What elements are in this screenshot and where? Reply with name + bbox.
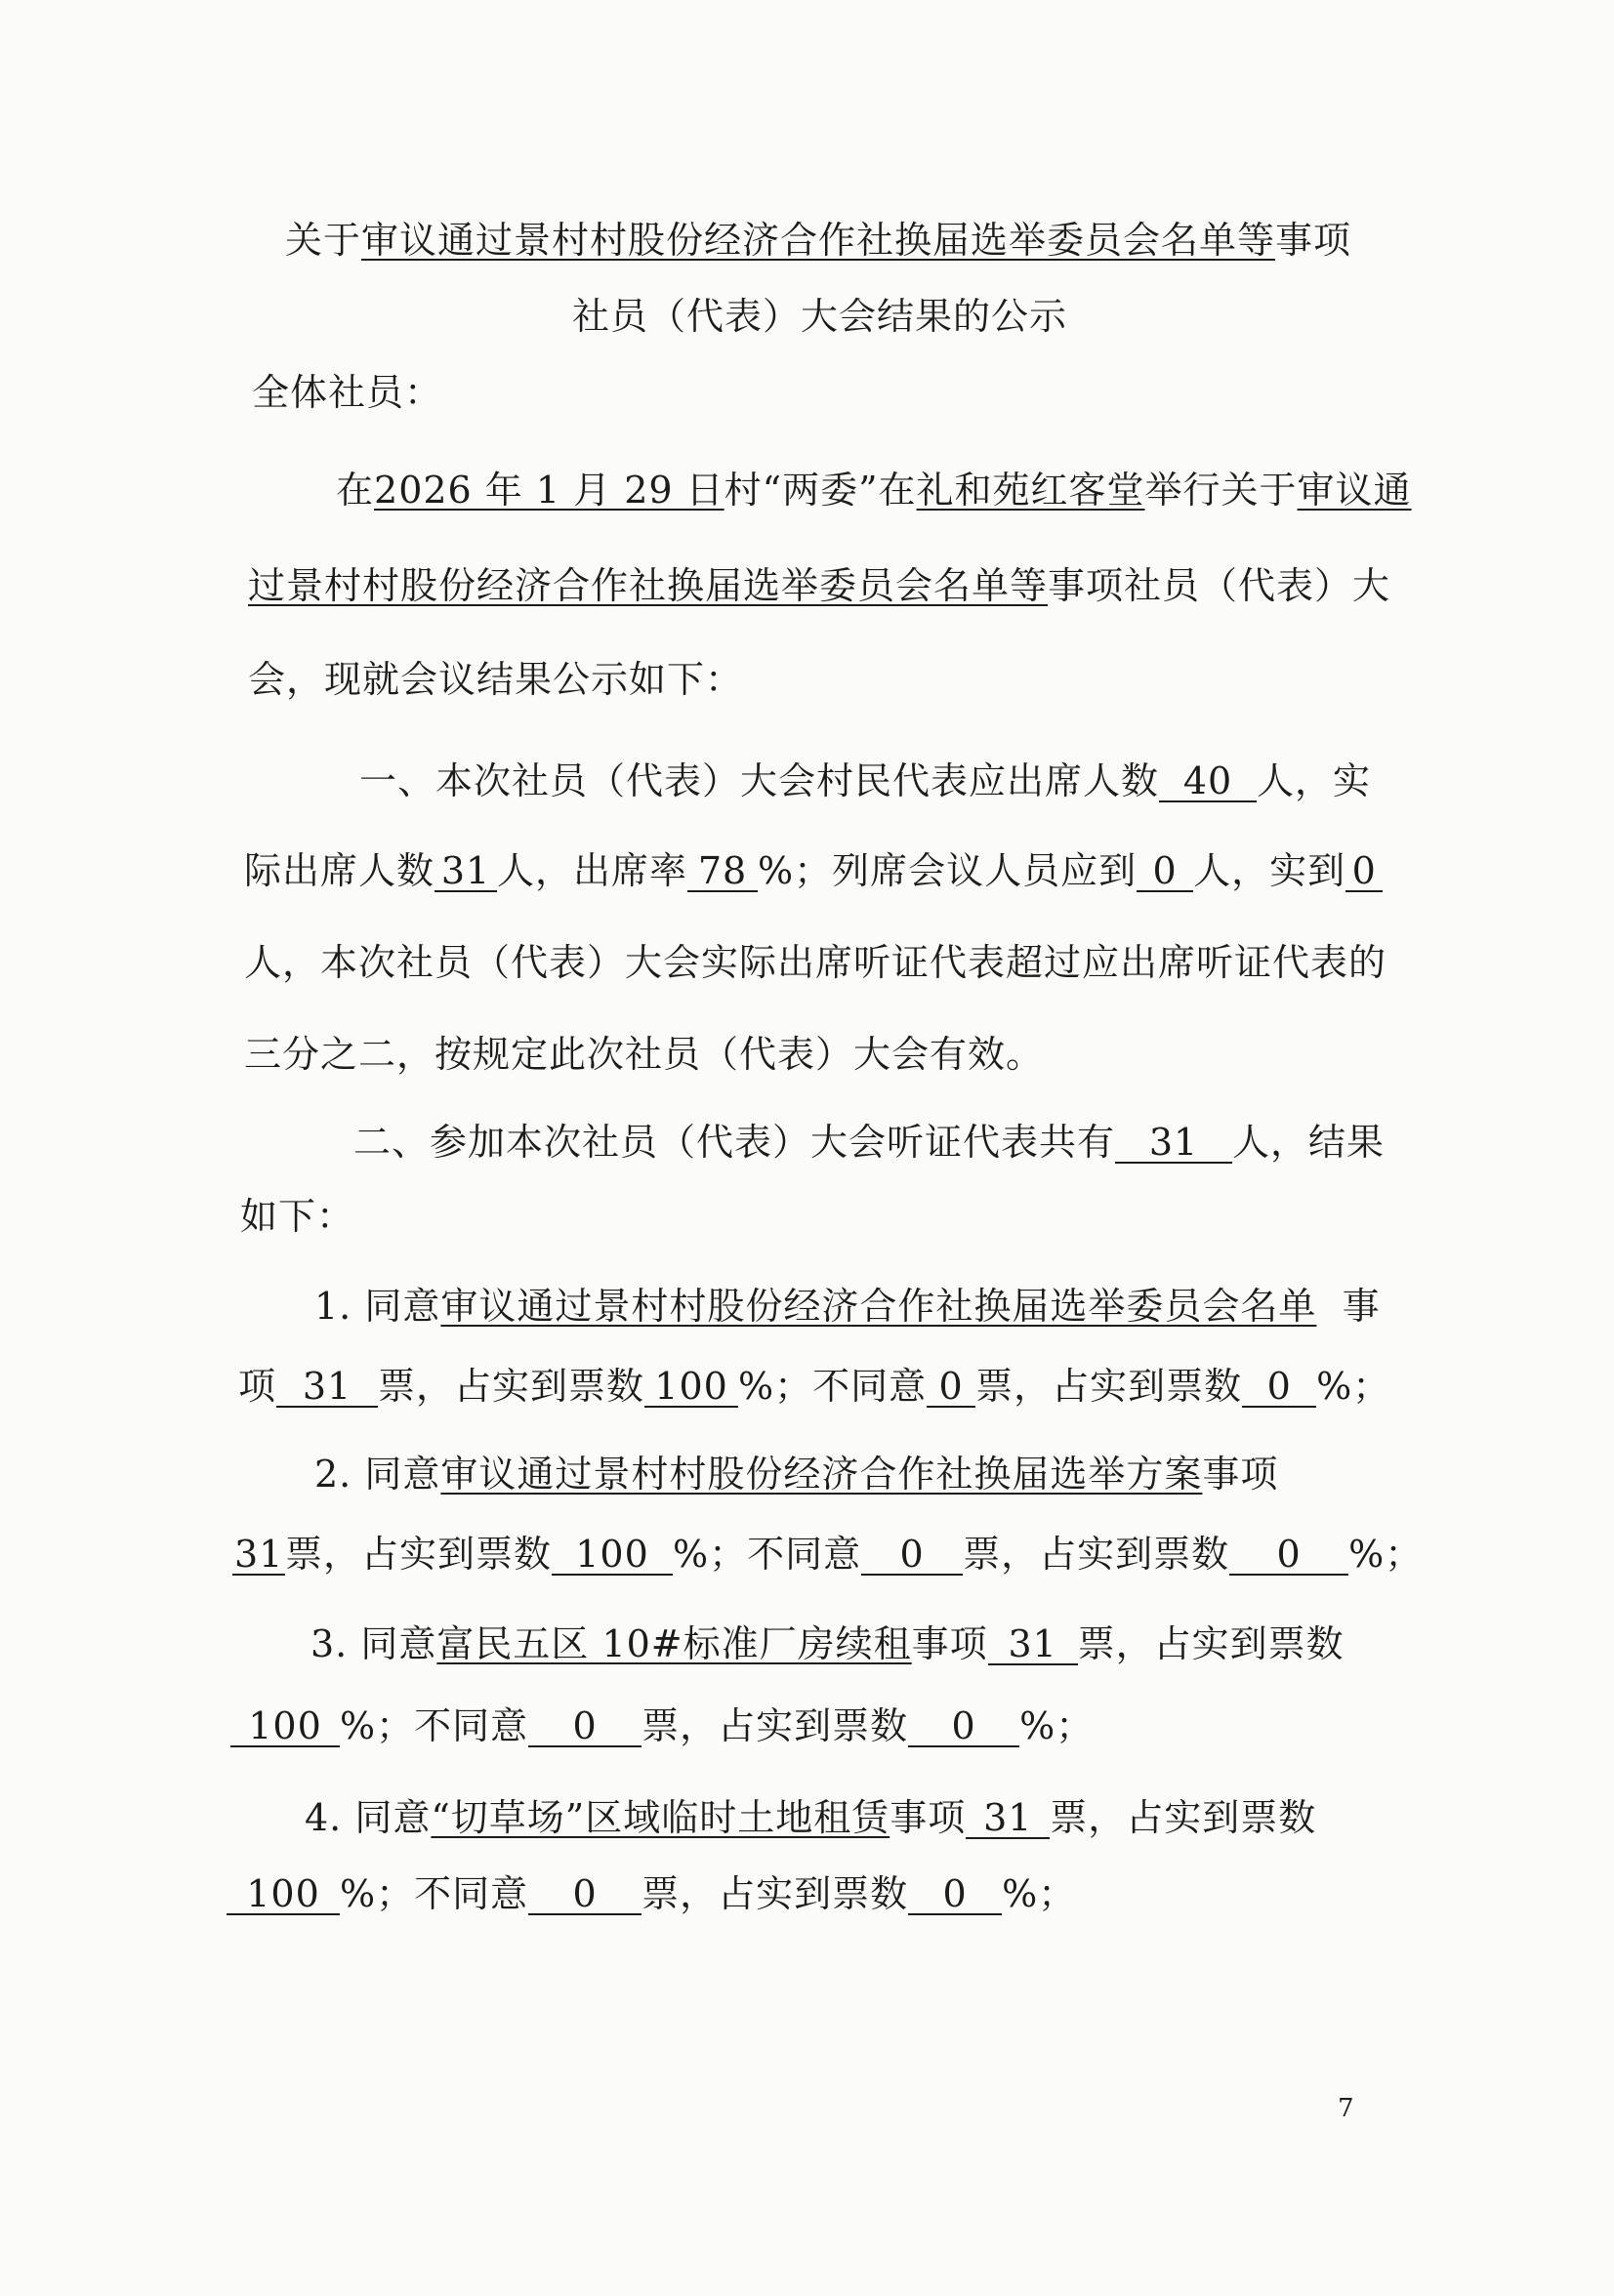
item-3-topic: 富民五区 10#标准厂房续租 — [436, 1622, 912, 1665]
item-2-agree-votes: 31 — [234, 1533, 284, 1576]
item-2-disagree-pct: 0 — [1229, 1535, 1348, 1576]
intro-line-1: 在2026 年 1 月 29 日村“两委”在礼和苑红客堂举行关于审议通 — [336, 469, 1412, 512]
section1-line-2: 际出席人数 31 人，出席率 78 %；列席会议人员应到 0 人，实到 0 — [244, 847, 1383, 894]
item-2-disagree-votes: 0 — [861, 1535, 963, 1576]
actual-attendance: 31 — [435, 851, 497, 892]
meeting-topic: 过景村村股份经济合作社换届选举委员会名单等 — [248, 564, 1049, 607]
total-hearing-delegates: 31 — [1115, 1123, 1232, 1164]
observers-actual: 0 — [1345, 851, 1383, 892]
meeting-place: 礼和苑红客堂 — [916, 469, 1145, 512]
section1-line-4: 三分之二，按规定此次社员（代表）大会有效。 — [244, 1033, 1045, 1076]
item-1-line-1: 1. 同意审议通过景村村股份经济合作社换届选举委员会名单 事 — [314, 1285, 1381, 1328]
intro-line-2: 过景村村股份经济合作社换届选举委员会名单等事项社员（代表）大 — [248, 564, 1391, 607]
item-3-disagree-pct: 0 — [908, 1706, 1019, 1747]
item-2-topic: 审议通过景村村股份经济合作社换届选举方案 — [440, 1453, 1203, 1496]
item-1-topic: 审议通过景村村股份经济合作社换届选举委员会名单 — [440, 1285, 1317, 1328]
section2-line-1: 二、参加本次社员（代表）大会听证代表共有 31 人，结果 — [353, 1121, 1386, 1164]
attendance-rate: 78 — [687, 851, 758, 892]
item-3-disagree-votes: 0 — [528, 1706, 641, 1747]
item-4-agree-pct: 100 — [227, 1874, 340, 1915]
item-2-line-1: 2. 同意审议通过景村村股份经济合作社换届选举方案事项 — [314, 1453, 1279, 1496]
section1-line-1: 一、本次社员（代表）大会村民代表应出席人数 40 人，实 — [359, 759, 1372, 802]
item-1-disagree-pct: 0 — [1242, 1367, 1316, 1408]
title-topic: 审议通过景村村股份经济合作社换届选举委员会名单等 — [361, 219, 1276, 262]
item-4-line-1: 4. 同意“切草场”区域临时土地租赁事项 31 票，占实到票数 — [305, 1796, 1317, 1839]
page-number: 7 — [1338, 2094, 1354, 2123]
item-1-disagree-votes: 0 — [927, 1367, 975, 1408]
section2-line-2: 如下： — [240, 1195, 355, 1238]
item-2-line-2: 31票，占实到票数 100 %；不同意 0 票，占实到票数 0 %； — [234, 1533, 1424, 1576]
expected-attendance: 40 — [1159, 761, 1257, 802]
item-3-agree-votes: 31 — [988, 1624, 1078, 1665]
item-2-agree-pct: 100 — [552, 1535, 673, 1576]
item-4-disagree-votes: 0 — [528, 1874, 641, 1915]
intro-line-3: 会，现就会议结果公示如下： — [248, 658, 744, 701]
salutation: 全体社员： — [252, 371, 443, 414]
item-3-line-2: 100 %；不同意 0 票，占实到票数 0 %； — [230, 1702, 1094, 1749]
item-4-disagree-pct: 0 — [908, 1874, 1002, 1915]
item-4-topic: “切草场”区域临时土地租赁 — [431, 1796, 890, 1839]
item-3-agree-pct: 100 — [230, 1706, 340, 1747]
item-3-line-1: 3. 同意富民五区 10#标准厂房续租事项 31 票，占实到票数 — [310, 1622, 1345, 1665]
section1-line-3: 人，本次社员（代表）大会实际出席听证代表超过应出席听证代表的 — [244, 941, 1387, 984]
item-4-agree-votes: 31 — [966, 1798, 1050, 1839]
title-line-2: 社员（代表）大会结果的公示 — [572, 295, 1068, 338]
item-1-agree-votes: 31 — [276, 1367, 378, 1408]
meeting-date: 2026 年 1 月 29 日 — [374, 469, 724, 512]
item-1-agree-pct: 100 — [644, 1367, 738, 1408]
title-line-1: 关于审议通过景村村股份经济合作社换届选举委员会名单等事项 — [285, 219, 1352, 262]
item-4-line-2: 100 %；不同意 0 票，占实到票数 0 %； — [227, 1870, 1076, 1917]
item-1-line-2: 项 31 票，占实到票数 100 %；不同意 0 票，占实到票数 0 %； — [238, 1365, 1391, 1408]
observers-expected: 0 — [1137, 851, 1193, 892]
